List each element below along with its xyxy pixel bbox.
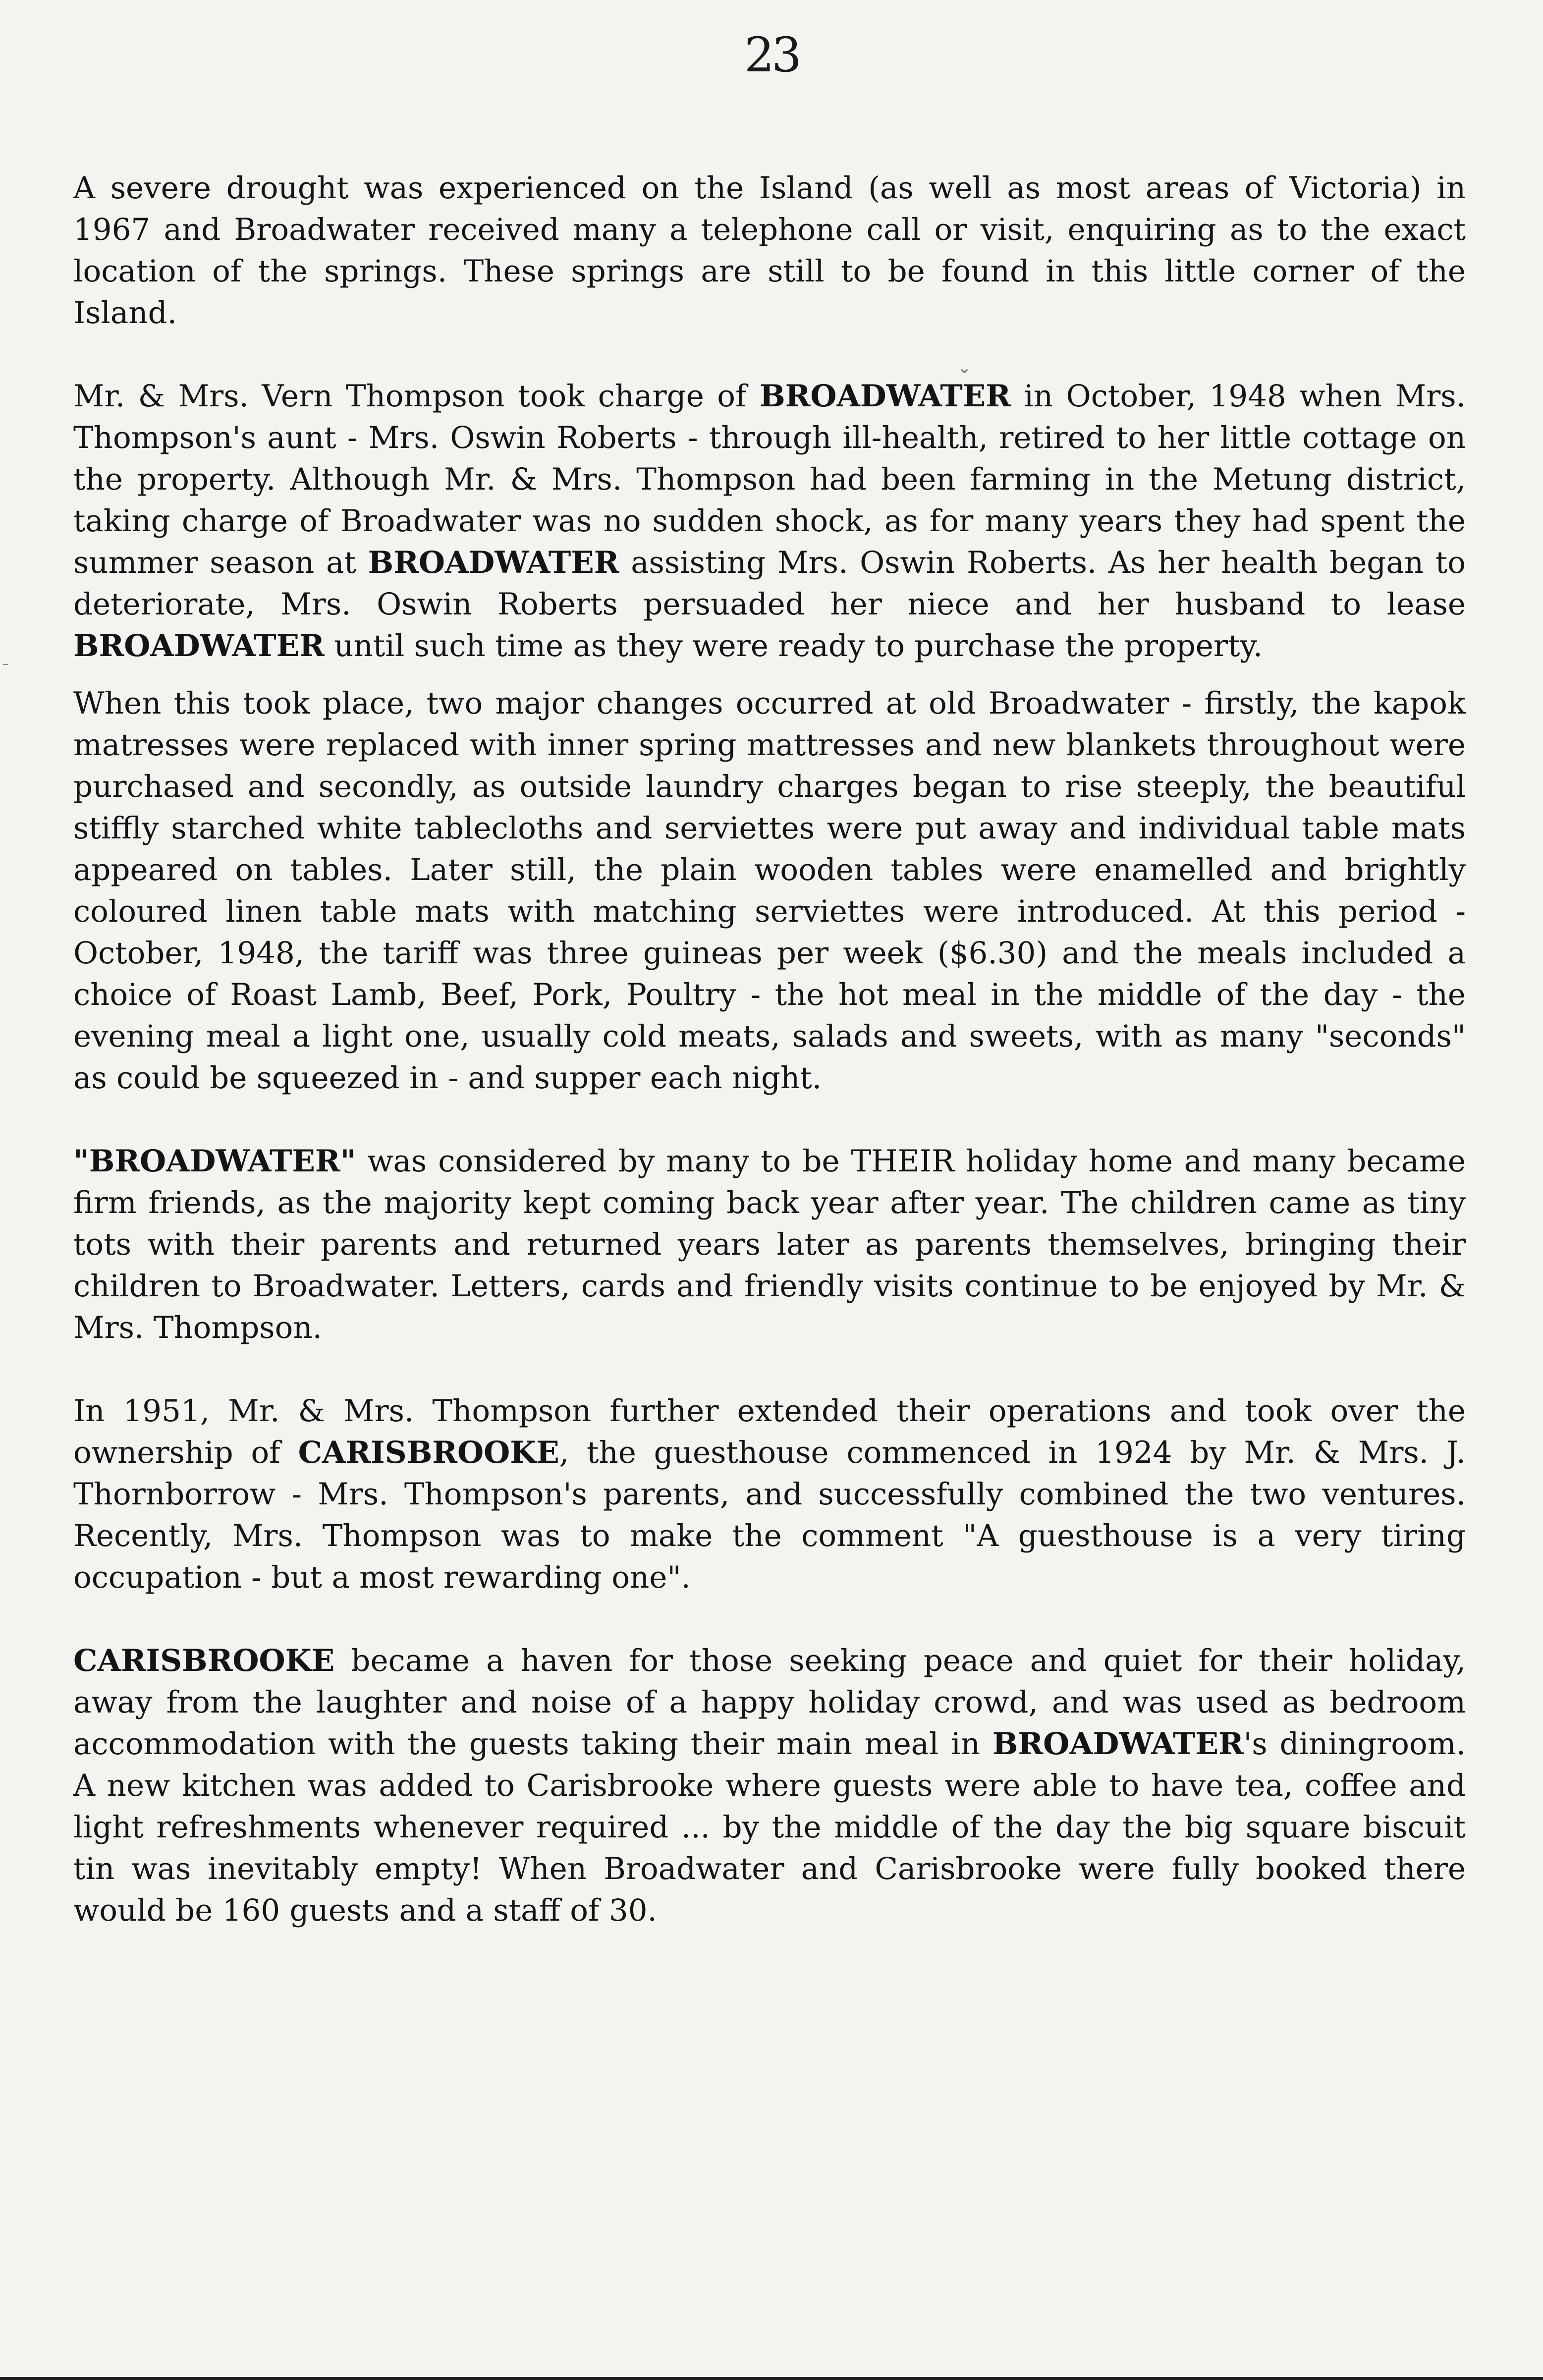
stray-mark: ⌄ <box>957 358 972 378</box>
text-run: became a haven for those seeking peace and quiet for their holiday, away from the laughter and noise of a happy holiday crowd, and was used as bedroom accommodation with the guests taking their main meal in <box>73 1643 1466 1762</box>
text-run: 's diningroom. A new kitchen was added to Carisbrooke where guests were able to have tea, coffee and light refreshments whenever required ... by the middle of the day the big square biscuit tin was inevitably empty! When Broadwater and Carisbrooke were fully booked there would be 160 guests and a staff of 30. <box>73 1726 1466 1928</box>
text-run: was considered by many to be THEIR holiday home and many became firm friends, as the majority kept coming back year after year. The children came as tiny tots with their parents and returned years later as parents themselves, bringing their children to Broadwater. Letters, cards and friendly visits continue to be enjoyed by Mr. & Mrs. Thompson. <box>73 1144 1466 1345</box>
paragraph-carisbrooke-haven <box>73 1640 1466 1932</box>
bold-broadwater-quoted: "BROADWATER" <box>73 1144 356 1179</box>
bold-carisbrooke: CARISBROOKE <box>73 1643 335 1678</box>
paragraph-holiday-home <box>73 1141 1466 1349</box>
page-number: 23 <box>744 27 799 83</box>
page-bottom-border <box>0 2377 1543 2380</box>
text-run: assisting Mrs. Oswin Roberts. As her health began to deteriorate, Mrs. Oswin Roberts persuaded her niece and her husband to lease <box>73 545 1466 622</box>
text-run: , the guesthouse commenced in 1924 by Mr. & Mrs. J. Thornborrow - Mrs. Thompson's parents, and successfully combined the two ventures. Recently, Mrs. Thompson was to make the comment "A guesthouse is a very tiring occupation - but a most rewarding one". <box>73 1435 1466 1595</box>
paragraph-carisbrooke-ownership <box>73 1390 1466 1599</box>
text-run: in October, 1948 when Mrs. Thompson's aunt - Mrs. Oswin Roberts - through ill-health, retired to her little cottage on the property. Although Mr. & Mrs. Thompson had been farming in the Metung district, taking charge of Broadwater was no sudden shock, as for many years they had spent the summer season at <box>73 379 1466 580</box>
bold-broadwater: BROADWATER <box>73 628 325 664</box>
paragraph-thompson-takeover <box>73 376 1466 667</box>
bold-broadwater: BROADWATER <box>368 545 619 580</box>
edge-mark <box>3 664 8 665</box>
text-run: Mr. & Mrs. Vern Thompson took charge of <box>73 379 760 414</box>
bold-carisbrooke: CARISBROOKE <box>298 1435 559 1470</box>
paragraph-drought: A severe drought was experienced on the Island (as well as most areas of Victoria) in 1967 and Broadwater received many a telephone call or visit, enquiring as to the exact location of the springs. These springs are still to be found in this little corner of the Island. <box>73 170 1466 331</box>
paragraph-changes: When this took place, two major changes occurred at old Broadwater - firstly, the kapok matresses were replaced with inner spring mattresses and new blankets throughout were purchased and secondly, as outside laundry charges began to rise steeply, the beautiful stiffly starched white tablecloths and serviettes were put away and individual table mats appeared on tables. Later still, the plain wooden tables were enamelled and brightly coloured linen table mats with matching serviettes were introduced. At this period - October, 1948, the tariff was three guineas per week ($6.30) and the meals included a choice of Roast Lamb, Beef, Pork, Poultry - the hot meal in the middle of the day - the evening meal a light one, usually cold meats, salads and sweets, with as many "seconds" as could be squeezed in - and supper each night. <box>73 686 1466 1096</box>
text-run: In 1951, Mr. & Mrs. Thompson further extended their operations and took over the ownership of <box>73 1393 1466 1470</box>
bold-broadwater: BROADWATER <box>760 379 1011 414</box>
text-run: until such time as they were ready to purchase the property. <box>324 628 1263 664</box>
body-text <box>73 167 1466 1932</box>
bold-broadwater: BROADWATER <box>992 1726 1244 1762</box>
